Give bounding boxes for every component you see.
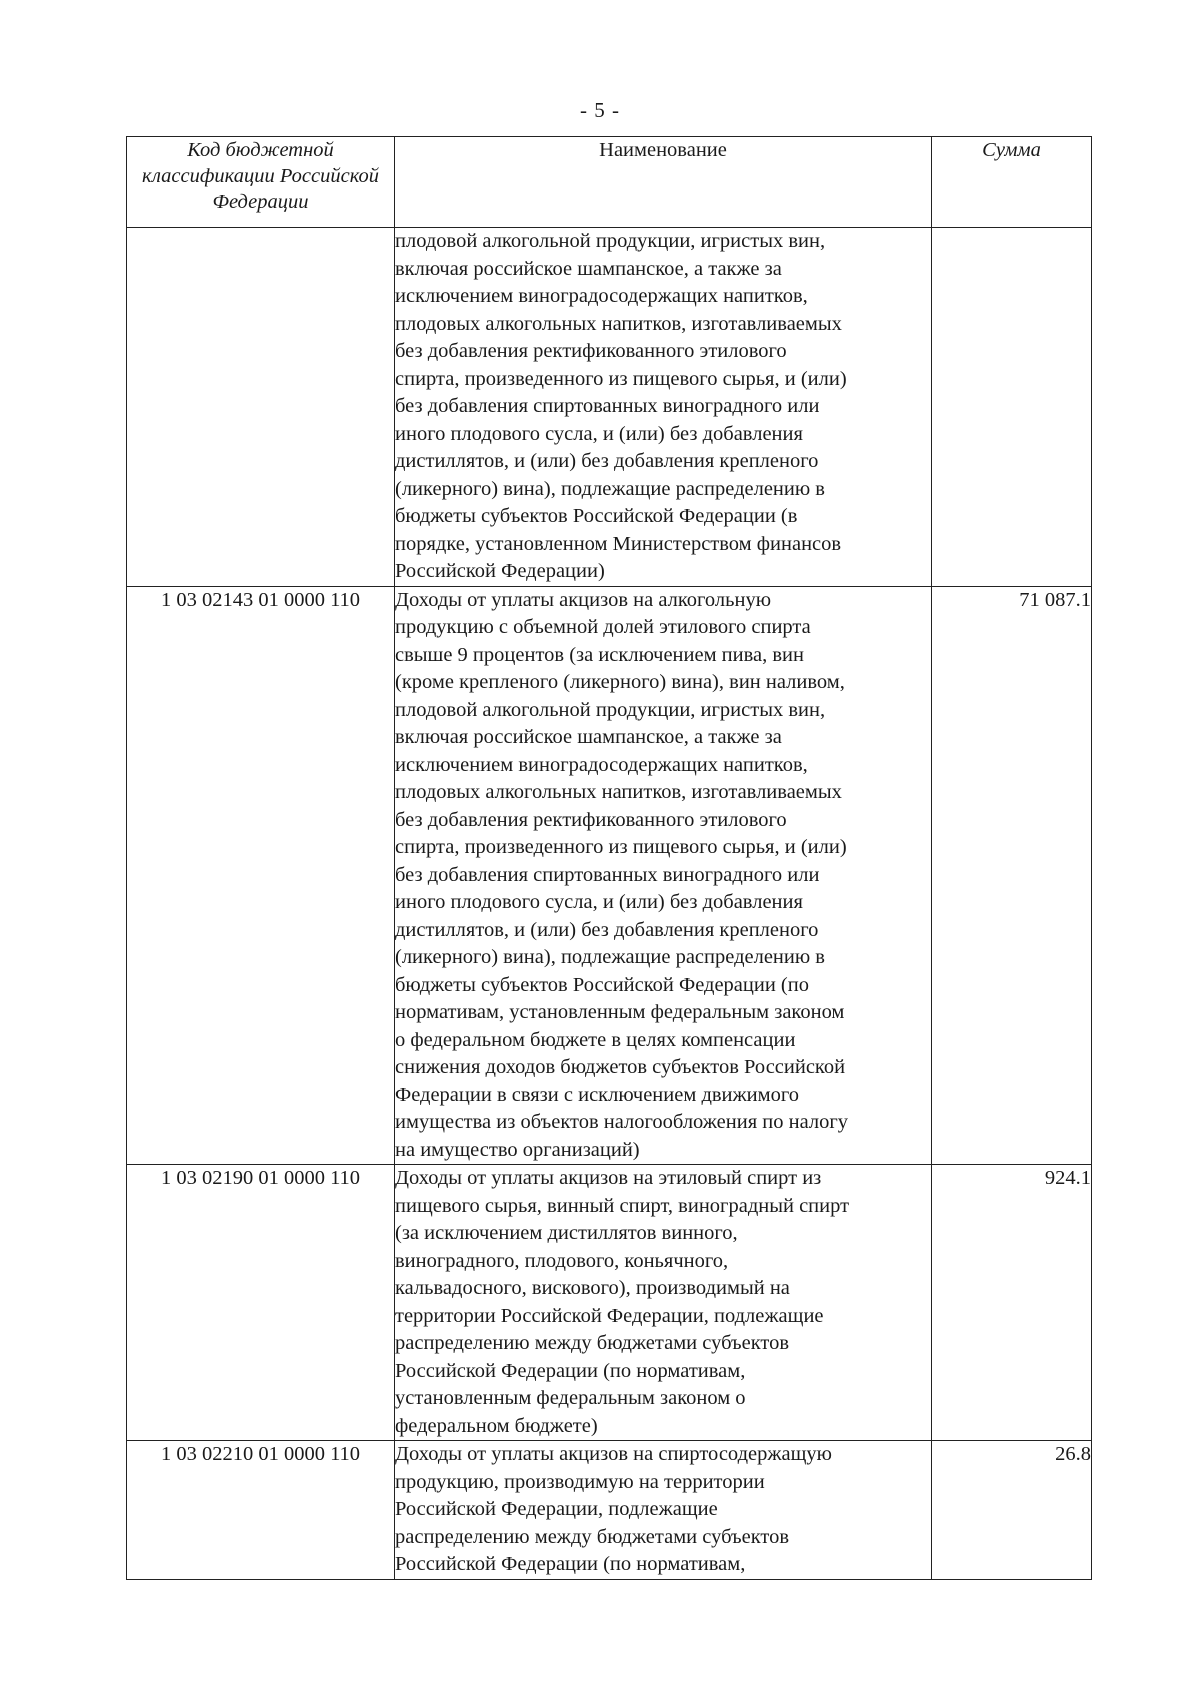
row-code: 1 03 02143 01 0000 110 — [127, 586, 395, 1165]
row-name: Доходы от уплаты акцизов на спиртосодержащую продукцию, производимую на территории Российской Федерации, подлежащие распределению между бюджетами субъектов Российской Федерации (по нормативам, — [395, 1441, 932, 1580]
row-sum: 71 087.1 — [932, 586, 1092, 1165]
table-row — [127, 1441, 1092, 1580]
budget-table — [126, 136, 1092, 1580]
table-row — [127, 1165, 1092, 1441]
row-name: плодовой алкогольной продукции, игристых вин, включая российское шампанское, а также за исключением виноградосодержащих напитков, плодовых алкогольных напитков, изготавливаемых без добавления ректификованного этилового спирта, произведенного из пищевого сырья, и (или) без добавления спиртованных виноградного или иного плодового сусла, и (или) без добавления дистиллятов, и (или) без добавления крепленого (ликерного) вина), подлежащие распределению в бюджеты субъектов Российской Федерации (в порядке, установленном Министерством финансов Российской Федерации) — [395, 228, 932, 587]
row-name: Доходы от уплаты акцизов на этиловый спирт из пищевого сырья, винный спирт, виноградный спирт (за исключением дистиллятов винного, виноградного, плодового, коньячного, кальвадосного, вискового), производимый на территории Российской Федерации, подлежащие распределению между бюджетами субъектов Российской Федерации (по нормативам, установленным федеральным законом о федеральном бюджете) — [395, 1165, 932, 1441]
header-sum: Сумма — [932, 137, 1092, 228]
row-sum — [932, 228, 1092, 587]
page-number: - 5 - — [580, 98, 620, 122]
header-name: Наименование — [395, 137, 932, 228]
row-name: Доходы от уплаты акцизов на алкогольную продукцию с объемной долей этилового спирта свыше 9 процентов (за исключением пива, вин (кроме крепленого (ликерного) вина), вин наливом, плодовой алкогольной продукции, игристых вин, включая российское шампанское, а также за исключением виноградосодержащих напитков, плодовых алкогольных напитков, изготавливаемых без добавления ректификованного этилового спирта, произведенного из пищевого сырья, и (или) без добавления спиртованных виноградного или иного плодового сусла, и (или) без добавления дистиллятов, и (или) без добавления крепленого (ликерного) вина), подлежащие распределению в бюджеты субъектов Российской Федерации (по нормативам, установленным федеральным законом о федеральном бюджете в целях компенсации снижения доходов бюджетов субъектов Российской Федерации в связи с исключением движимого имущества из объектов налогообложения по налогу на имущество организаций) — [395, 586, 932, 1165]
row-code: 1 03 02210 01 0000 110 — [127, 1441, 395, 1580]
table-row — [127, 586, 1092, 1165]
table-header-row — [127, 137, 1092, 228]
row-sum: 924.1 — [932, 1165, 1092, 1441]
table-row — [127, 228, 1092, 587]
header-code: Код бюджетной классификации Российской Федерации — [127, 137, 395, 228]
row-code — [127, 228, 395, 587]
row-sum: 26.8 — [932, 1441, 1092, 1580]
row-code: 1 03 02190 01 0000 110 — [127, 1165, 395, 1441]
